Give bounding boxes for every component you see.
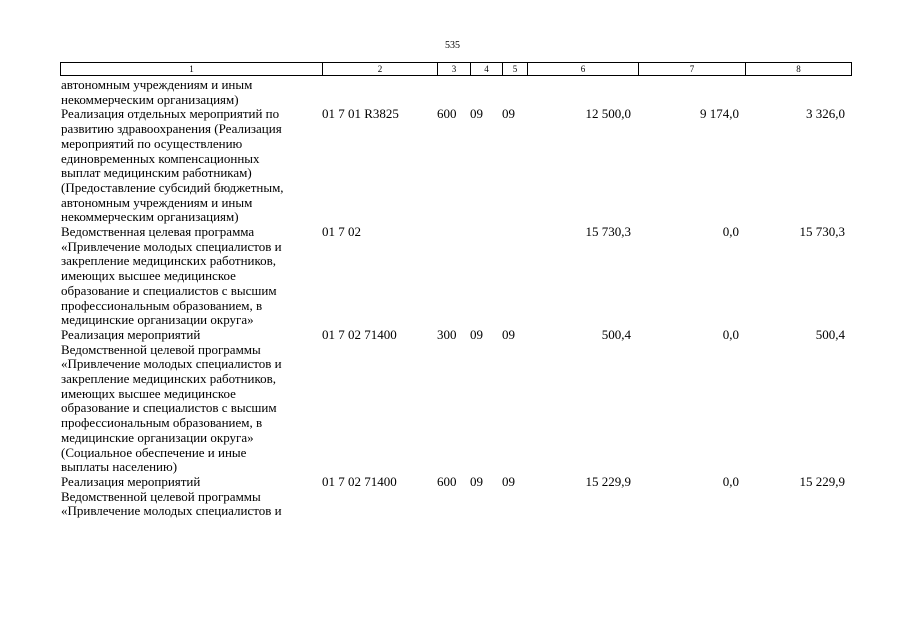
row-description xyxy=(60,328,323,475)
column-header: 5 xyxy=(503,63,528,76)
target-code: 01 7 02 71400 xyxy=(322,473,397,489)
section-code: 09 xyxy=(470,473,483,489)
description-line: образование и специалистов с высшим xyxy=(61,282,277,298)
description-line: медицинские организации округа» xyxy=(61,429,254,445)
expense-type: 600 xyxy=(437,473,457,489)
column-header: 1 xyxy=(61,63,323,76)
subsection-code: 09 xyxy=(502,473,515,489)
target-code: 01 7 02 xyxy=(322,224,361,240)
table-row xyxy=(60,107,851,225)
description-line: Ведомственной целевой программы xyxy=(61,488,261,504)
description-line: Реализация мероприятий xyxy=(61,473,201,489)
row-description xyxy=(60,225,323,328)
column-header: 8 xyxy=(746,63,852,76)
description-line: имеющих высшее медицинское xyxy=(61,385,236,401)
expense-type: 600 xyxy=(437,106,457,122)
row-description xyxy=(60,78,323,107)
description-line: некоммерческим организациям) xyxy=(61,209,239,225)
description-line: профессиональным образованием, в xyxy=(61,415,263,431)
description-line: автономным учреждениям и иным xyxy=(61,194,253,210)
row-description xyxy=(60,107,323,225)
column-header: 3 xyxy=(438,63,471,76)
column-header: 6 xyxy=(528,63,639,76)
budget-table-body xyxy=(60,78,851,519)
page-number: 535 xyxy=(445,40,460,51)
description-line: «Привлечение молодых специалистов и xyxy=(61,356,282,372)
amount-col7: 0,0 xyxy=(722,224,739,240)
subsection-code: 09 xyxy=(502,326,515,342)
column-header: 4 xyxy=(471,63,503,76)
description-line: закрепление медицинских работников, xyxy=(61,253,277,269)
amount-col6: 12 500,0 xyxy=(585,106,631,122)
description-line: единовременных компенсационных xyxy=(61,150,260,166)
subsection-code: 09 xyxy=(502,106,515,122)
target-code: 01 7 02 71400 xyxy=(322,326,397,342)
table-row xyxy=(60,475,851,519)
amount-col6: 500,4 xyxy=(601,326,631,342)
description-line: образование и специалистов с высшим xyxy=(61,400,277,416)
description-line: автономным учреждениям и иным xyxy=(61,77,253,92)
description-line: «Привлечение молодых специалистов и xyxy=(61,503,282,519)
description-line: выплат медицинским работникам) xyxy=(61,165,252,181)
description-line: «Привлечение молодых специалистов и xyxy=(61,238,282,254)
description-line: закрепление медицинских работников, xyxy=(61,371,277,387)
row-description xyxy=(60,475,323,519)
amount-col8: 15 229,9 xyxy=(799,473,845,489)
amount-col6: 15 730,3 xyxy=(585,224,631,240)
description-line: мероприятий по осуществлению xyxy=(61,135,243,151)
description-line: имеющих высшее медицинское xyxy=(61,268,236,284)
section-code: 09 xyxy=(470,326,483,342)
description-line: выплаты населению) xyxy=(61,459,178,475)
description-line: развитию здравоохранения (Реализация xyxy=(61,121,282,137)
amount-col8: 15 730,3 xyxy=(799,224,845,240)
description-line: (Предоставление субсидий бюджетным, xyxy=(61,179,284,195)
description-line: Реализация мероприятий xyxy=(61,326,201,342)
section-code: 09 xyxy=(470,106,483,122)
description-line: Ведомственной целевой программы xyxy=(61,341,261,357)
column-header-table xyxy=(60,62,852,76)
description-line: некоммерческим организациям) xyxy=(61,91,239,107)
amount-col8: 3 326,0 xyxy=(806,106,845,122)
column-header: 7 xyxy=(639,63,746,76)
target-code: 01 7 01 R3825 xyxy=(322,106,399,122)
description-line: медицинские организации округа» xyxy=(61,312,254,328)
description-line: профессиональным образованием, в xyxy=(61,297,263,313)
description-line: Ведомственная целевая программа xyxy=(61,224,255,240)
expense-type: 300 xyxy=(437,326,457,342)
amount-col7: 9 174,0 xyxy=(700,106,739,122)
amount-col6: 15 229,9 xyxy=(585,473,631,489)
description-line: Реализация отдельных мероприятий по xyxy=(61,106,280,122)
table-row xyxy=(60,78,851,107)
amount-col8: 500,4 xyxy=(815,326,845,342)
amount-col7: 0,0 xyxy=(722,326,739,342)
table-row xyxy=(60,225,851,328)
amount-col7: 0,0 xyxy=(722,473,739,489)
table-row xyxy=(60,328,851,475)
column-header: 2 xyxy=(323,63,438,76)
description-line: (Социальное обеспечение и иные xyxy=(61,444,247,460)
